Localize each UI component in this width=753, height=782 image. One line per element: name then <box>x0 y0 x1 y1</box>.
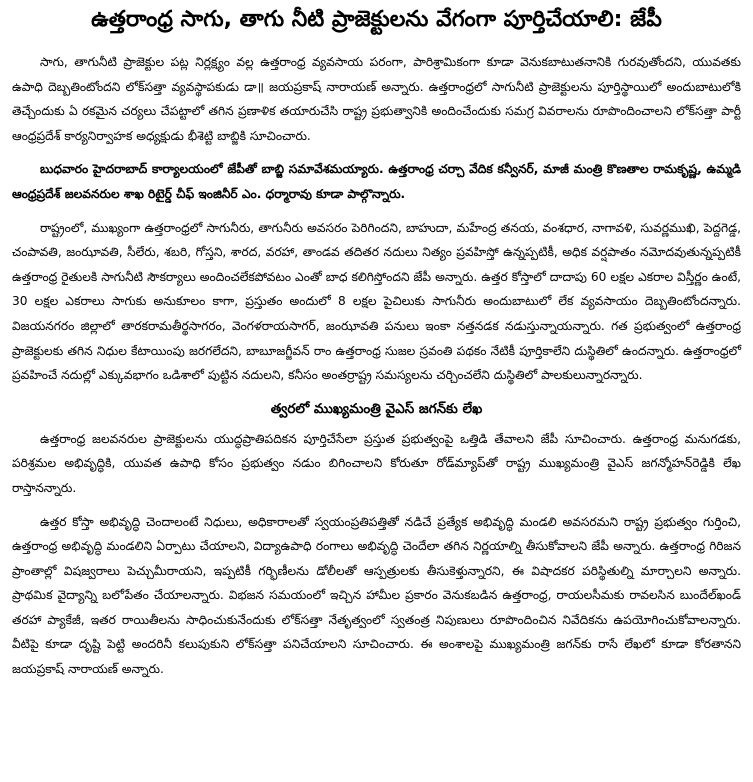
article-paragraph-1: సాగు, తాగునీటి ప్రాజెక్టుల పట్ల నిర్లక్ష్యం వల్ల ఉత్తరాంధ్ర వ్యవసాయ పరంగా, పారిశ్రామికంగా కూడా వెనుకబాటుతనానికి గురవుతోందని, యువతకు ఉపాధి దెబ్బతింటోందని లోక్‌సత్తా వ్యవస్థాపకుడు డా॥ జయప్రకాష్ నారాయణ్ అన్నారు. ఉత్తరాంధ్రలో సాగునీటి ప్రాజెక్టులను పూర్తిస్థాయిలో అందుబాటులోకి తెచ్చేందుకు ఏ రకమైన చర్యలు చేపట్టాలో తగిన ప్రణాళిక తయారుచేసి రాష్ట్ర ప్రభుత్వానికి అందించేందుకు సమగ్ర వివరాలను రూపొందించాలని లోక్‌సత్తా పార్టీ ఆంధ్రప్రదేశ్ కార్యనిర్వాహక అధ్యక్షుడు భీశెట్టి బాబ్జికి సూచించారు. <box>12 55 741 143</box>
article-headline: ఉత్తరాంధ్ర సాగు, తాగు నీటి ప్రాజెక్టులను వేగంగా పూర్తిచేయాలి: జేపీ <box>91 7 662 32</box>
article-paragraph-2: బుధవారం హైదరాబాద్ కార్యాలయంలో జేపీతో బాబ్జి సమావేశమయ్యారు. ఉత్తరాంధ్ర చర్చా వేదిక కన్వీనర్, మాజీ మంత్రి కొణతాల రామకృష్ణ, ఉమ్మడి ఆంధ్రప్రదేశ్ జలవనరుల శాఖ రిటైర్డ్ చీఫ్ ఇంజినీర్ ఎం. ధర్మారావు కూడా పాల్గొన్నారు. <box>12 162 741 201</box>
article-paragraph-5: ఉత్తర కోస్తా అభివృద్ధి చెందాలంటే నిధులు, అధికారాలతో స్వయంప్రతిపత్తితో నడిచే ప్రత్యేక అభివృద్ధి మండలి అవసరమని రాష్ట్ర ప్రభుత్వం గుర్తించి, ఉత్తరాంధ్ర అభివృద్ధి మండలిని ఏర్పాటు చేయాలని, విద్యాఉపాధి రంగాలు అభివృద్ధి చెందేలా తగిన నిర్ణయాల్ని తీసుకోవాలని జేపీ అన్నారు. ఉత్తరాంధ్ర గిరిజన ప్రాంతాల్లో విషజ్వరాలు పెచ్చుమీరాయని, ఇప్పటికీ గర్భిణీలను డోలీలతో ఆస్పత్రులకు తీసుకెళ్తున్నారని, ఈ విషాదకర పరిస్థితుల్ని మార్చాలని అన్నారు. ప్రాథమిక వైద్యాన్ని బలోపేతం చేయాలన్నారు. విభజన సమయంలో ఇచ్చిన హామీల ప్రకారం వెనుకబడిన ఉత్తరాంధ్ర, రాయలసీమకు రావలసిన బుందేల్‌ఖండ్ తరహా ప్యాకేజీ, ఇతర రాయితీలను సాధించుకునేందుకు లోక్‌సత్తా నేతృత్వంలో స్వతంత్ర నిపుణులు రూపొందించిన నివేదికను ఉపయోగించుకోవాలన్నారు. వీటిపై కూడా దృష్టి పెట్టి అందరినీ కలుపుకుని లోక్‌సత్తా పనిచేయాలని సూచించారు. ఈ అంశాలపై ముఖ్యమంత్రి జగన్‌కు రాసే లేఖలో కూడా కోరతానని జయప్రకాష్ నారాయణ్ అన్నారు. <box>12 514 741 677</box>
article-paragraph-4: ఉత్తరాంధ్ర జలవనరుల ప్రాజెక్టులను యుద్ధప్రాతిపదికన పూర్తిచేసేలా ప్రస్తుత ప్రభుత్వంపై ఒత్తిడి తేవాలని జేపీ సూచించారు. ఉత్తరాంధ్ర మనుగడకు, పరిశ్రమల అభివృద్ధికి, యువత ఉపాధి కోసం ప్రభుత్వం నడుం బిగించాలని కోరుతూ రోడ్‌మ్యాప్‌తో రాష్ట్ర ముఖ్యమంత్రి వైఎస్ జగన్మోహన్‌రెడ్డికి లేఖ రాస్తానన్నారు. <box>12 431 741 495</box>
article-subheading: త్వరలో ముఖ్యమంత్రి వైఎస్ జగన్‌కు లేఖ <box>270 400 483 417</box>
article-paragraph-3: రాష్ట్రంలో, ముఖ్యంగా ఉత్తరాంధ్రలో సాగునీరు, తాగునీరు అవసరం పెరిగిందని, బాహుదా, మహేంద్ర తనయ, వంశధార, నాగావళి, సువర్ణముఖి, పెద్దగెడ్డ, చంపావతి, జంఝావతి, సీలేరు, శబరి, గోస్తని, శారద, వరహా, తాండవ తదితర నదులు నిత్యం ప్రవహిస్తో ఉన్నప్పటికీ, అధిక వర్షపాతం నమోదవుతున్నప్పటికీ ఉత్తరాంధ్ర రైతులకి సాగునీటి సౌకర్యాలు అందించలేకపోవటం ఎంతో బాధ కలిగిస్తోందని జేపీ అన్నారు. ఉత్తర కోస్తాలో దాదాపు 60 లక్షల ఎకరాల విస్తీర్ణం ఉంటే, 30 లక్షల ఎకరాలు సాగుకు అనుకూలం కాగా, ప్రస్తుతం అందులో 8 లక్షల పైచిలుకు సాగునీరు అందుబాటులో లేక వ్యవసాయం దెబ్బతింటోందన్నారు. విజయనగరం జిల్లాలో తారకరామతీర్థసాగరం, వెంగళరాయసాగర్, జంఝావతి పనులు ఇంకా నత్తనడక నడుస్తున్నాయన్నారు. గత ప్రభుత్వంలో ఉత్తరాంధ్ర ప్రాజెక్టులకు తగిన నిధుల కేటాయింపు జరగలేదని, బాబూజగ్జీవన్ రాం ఉత్తరాంధ్ర సుజల స్రవంతి పథకం నేటికీ పూర్తికాలేని దుస్థితిలో ఉందన్నారు. ఉత్తరాంధ్రలో ప్రవహించే నదుల్లో ఎక్కువభాగం ఒడిశాలో పుట్టిన నదులని, కనీసం అంతర్రాష్ట్ర సమస్యలను చర్చించలేని దుస్థితిలో పాలకులున్నారన్నారు. <box>12 220 741 383</box>
